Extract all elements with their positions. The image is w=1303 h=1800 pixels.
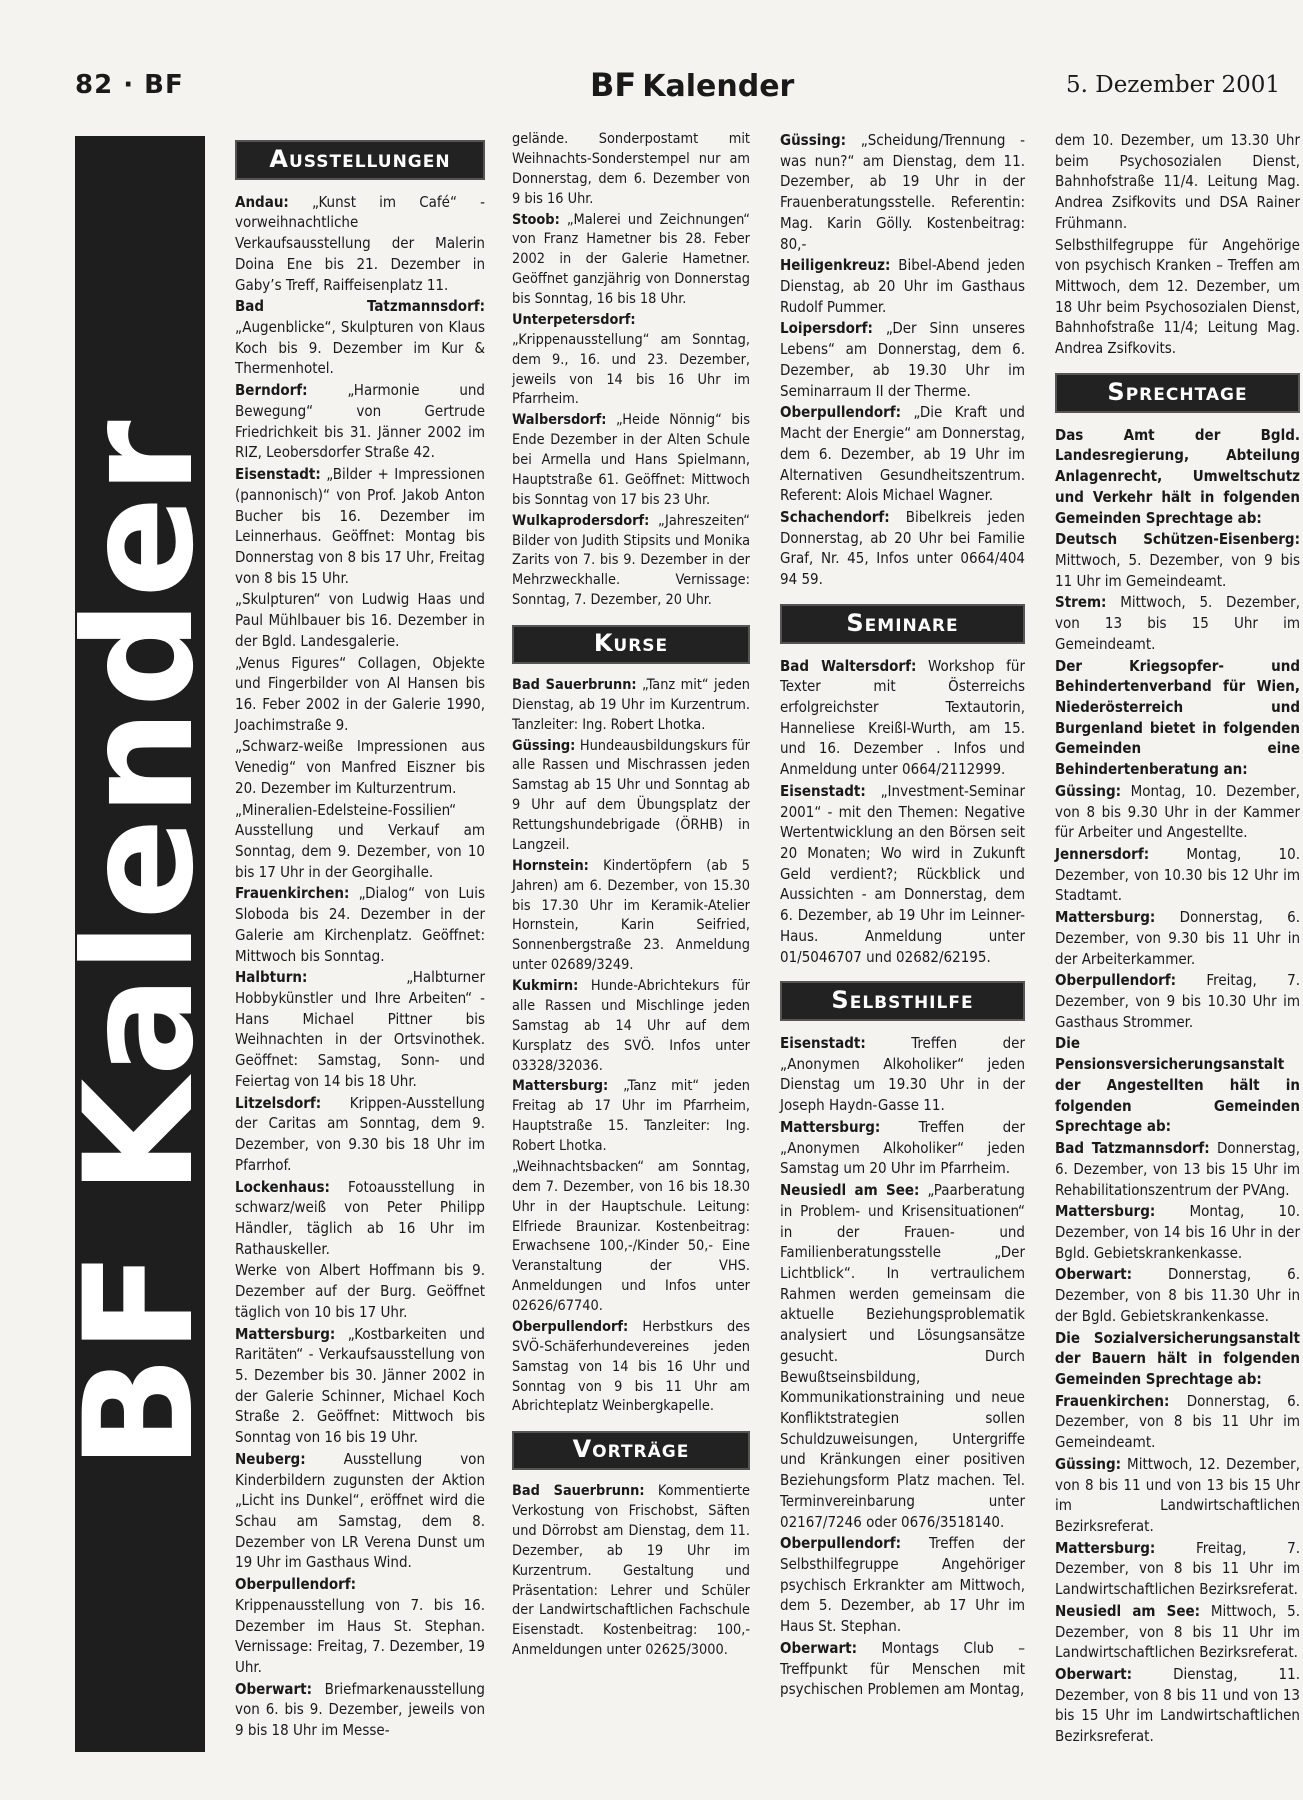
calendar-entry <box>1055 1264 1300 1326</box>
entry-place: Oberpullendorf: <box>235 1575 357 1594</box>
entry-text: Briefmarkenausstellung von 6. bis 9. Dezember, jeweils von 9 bis 18 Uhr im Messe- <box>235 1679 485 1740</box>
section-heading: Selbsthilfe <box>780 981 1025 1021</box>
entry-place: Die Sozialversicherungsanstalt der Bauern hält in folgenden Gemeinden Sprechtage ab: <box>1055 1328 1300 1388</box>
entry-place: Frauenkirchen: <box>1055 1391 1170 1410</box>
entry-text: „Paarberatung in Problem- und Krisensituationen“ in der Frauen- und Familienberatungsstelle „Der Lichtblick“. In vertraulichem Rahmen werden gemeinsam die aktuelle Beziehungsproblematik analysiert und Lösungsansätze gesucht. Durch Bewußtseinsbildung, Kommunikationstraining und neue Konfliktstrategien sollen Schuldzuweisungen, Untergriffe und Kränkungen einer positiven Beziehungsform Platz machen. Tel. Terminvereinbarung unter 02167/7246 oder 0676/3518140. <box>780 1181 1025 1531</box>
entry-text: „Jahreszeiten“ Bilder von Judith Stipsits und Monika Zarits von 7. bis 9. Dezember in der Mehrzweckhalle. Vernissage: Sonntag, 7. Dezember, 20 Uhr. <box>512 512 750 609</box>
entry-text: Montag, 10. Dezember, von 10.30 bis 12 Uhr im Stadtamt. <box>1055 845 1300 905</box>
entry-text: Bibelkreis jeden Donnerstag, ab 20 Uhr bei Familie Graf, Nr. 45, Infos unter 0664/404 94 59. <box>780 507 1025 589</box>
entry-text: „Venus Figures“ Collagen, Objekte und Fingerbilder von Al Hansen bis 16. Feber 2002 in der Galerie 1990, Joachimstraße 9. <box>235 653 485 734</box>
calendar-entry <box>512 977 750 1076</box>
calendar-entry <box>1055 130 1300 234</box>
entry-place: Bad Tatzmannsdorf: <box>235 297 485 316</box>
calendar-entry <box>1055 1664 1300 1747</box>
calendar-entry <box>235 296 485 379</box>
entry-text: Donnerstag, 6. Dezember, von 8 bis 11.30 Uhr in der Bgld. Gebietskrankenkasse. <box>1055 1265 1300 1325</box>
entry-place: Walbersdorf: <box>512 412 607 429</box>
entry-place: Oberwart: <box>780 1638 858 1657</box>
calendar-entry <box>512 1158 750 1317</box>
column-4 <box>1055 130 1300 1748</box>
calendar-entry <box>512 411 750 510</box>
entry-place: Strem: <box>1055 593 1107 612</box>
entry-text: „Der Sinn unseres Lebens“ am Donnerstag, dem 6. Dezember, ab 19.30 Uhr im Seminarraum II der Therme. <box>780 319 1025 400</box>
entry-place: Andau: <box>235 192 289 211</box>
entry-place: Oberwart: <box>1055 1265 1133 1284</box>
entry-text: Donnerstag, 6. Dezember, von 13 bis 15 Uhr im Rehabilitationszentrum der PVAng. <box>1055 1139 1300 1199</box>
calendar-entry <box>780 130 1025 254</box>
calendar-entry <box>235 736 485 798</box>
entry-text: „Tanz mit“ jeden Dienstag, ab 19 Uhr im Kurzentrum. Tanzleiter: Ing. Robert Lhotka. <box>512 676 750 733</box>
entry-place: Bad Waltersdorf: <box>780 656 917 675</box>
entry-place: Oberpullendorf: <box>780 1534 902 1553</box>
calendar-entry <box>1055 844 1300 906</box>
calendar-entry <box>780 318 1025 401</box>
sidebar-banner-text: BF Kalender <box>53 418 227 1470</box>
entry-place: Mattersburg: <box>512 1078 609 1095</box>
calendar-entry <box>780 656 1025 780</box>
entry-text: Herbstkurs des SVÖ-Schäferhundevereines jeden Samstag von 14 bis 16 Uhr und Sonntag von 9 bis 11 Uhr am Abrichteplatz Weinbergkapelle. <box>512 1318 750 1415</box>
calendar-entry <box>235 192 485 296</box>
calendar-entry <box>235 1324 485 1448</box>
entry-text: Donnerstag, 6. Dezember, von 9.30 bis 11 Uhr in der Arbeiterkammer. <box>1055 908 1300 968</box>
calendar-entry <box>512 512 750 611</box>
entry-text: „Kostbarkeiten und Raritäten“ - Verkaufsausstellung von 5. Dezember bis 30. Jänner 2002 in der Galerie Schinner, Michael Koch Straße 2. Geöffnet: Mittwoch bis Sonntag von 16 bis 19 Uhr. <box>235 1324 485 1447</box>
entry-place: Loipersdorf: <box>780 319 873 338</box>
entry-place: Mattersburg: <box>1055 908 1156 927</box>
calendar-entry <box>780 781 1025 967</box>
entry-place: Eisenstadt: <box>780 1034 866 1053</box>
entry-text: „Dialog“ von Luis Sloboda bis 24. Dezember in der Galerie am Kirchenplatz. Geöffnet: Mittwoch bis Sonntag. <box>235 884 485 965</box>
entry-place: Schachendorf: <box>780 507 890 526</box>
entry-text: Mittwoch, 12. Dezember, von 8 bis 11 und von 13 bis 15 Uhr im Landwirtschaftlichen Bezirksreferat. <box>1055 1454 1300 1535</box>
calendar-entry <box>512 676 750 736</box>
sidebar-banner <box>53 136 227 1752</box>
entry-place: Mattersburg: <box>780 1117 881 1136</box>
entry-text: Dienstag, 11. Dezember, von 8 bis 11 und von 13 bis 15 Uhr im Landwirtschaftlichen Bezirksreferat. <box>1055 1665 1300 1746</box>
entry-place: Eisenstadt: <box>235 465 321 484</box>
entry-place: Güssing: <box>1055 781 1122 800</box>
entry-place: Oberpullendorf: <box>780 403 902 422</box>
entry-text: Montag, 10. Dezember, von 14 bis 16 Uhr in der Bgld. Gebietskrankenkasse. <box>1055 1202 1300 1262</box>
page-title <box>590 66 794 104</box>
entry-text: „Skulpturen“ von Ludwig Haas und Paul Mühlbauer bis 16. Dezember in der Bgld. Landesgalerie. <box>235 590 485 650</box>
brand-logo: BF <box>590 66 637 104</box>
entry-place: Stoob: <box>512 211 560 228</box>
entry-place: Wulkaprodersdorf: <box>512 512 650 529</box>
entry-text: Hunde-Abrichtekurs für alle Rassen und Mischlinge jeden Samstag ab 14 Uhr auf dem Kursplatz des SVÖ. Infos unter 03328/32036. <box>512 978 750 1074</box>
section-heading: Kurse <box>512 625 750 664</box>
entry-text: Werke von Albert Hoffmann bis 9. Dezember auf der Burg. Geöffnet täglich von 10 bis 17 Uhr. <box>235 1261 485 1321</box>
entry-text: „Augenblicke“, Skulpturen von Klaus Koch bis 9. Dezember im Kur & Thermenhotel. <box>235 318 485 378</box>
entry-place: Berndorf: <box>235 381 308 400</box>
calendar-entry <box>235 800 485 883</box>
calendar-entry <box>512 1482 750 1661</box>
entry-place: Litzelsdorf: <box>235 1093 322 1112</box>
entry-text: Treffen der Selbsthilfegruppe Angehöriger psychisch Erkrankter am Mittwoch, dem 5. Dezember, ab 17 Uhr im Haus St. Stephan. <box>780 1534 1025 1636</box>
entry-place: Hornstein: <box>512 857 589 874</box>
calendar-entry <box>780 402 1025 506</box>
entry-place: Neuberg: <box>235 1449 306 1468</box>
column-1 <box>235 140 485 1742</box>
entry-place: Oberpullendorf: <box>512 1318 629 1335</box>
entry-text: „Weihnachtsbacken“ am Sonntag, dem 7. Dezember, von 16 bis 18.30 Uhr in der Hauptschule. Leitung: Elfriede Braunizar. Kostenbeitrag: Erwachsene 100,-/Kinder 50,- Eine Veranstaltung der VHS. Anmeldungen und Infos unter 02626/67740. <box>512 1158 750 1314</box>
entry-text: „Schwarz-weiße Impressionen aus Venedig“ von Manfred Eiszner bis 20. Dezember im Kulturzentrum. <box>235 737 485 797</box>
calendar-entry <box>780 255 1025 317</box>
calendar-entry <box>235 1093 485 1176</box>
calendar-entry <box>235 653 485 736</box>
entry-text: Hundeausbildungskurs für alle Rassen und Mischrassen jeden Samstag ab 15 Uhr und Sonntag ab 9 Uhr auf dem Übungsplatz der Rettungshundebrigade (ÖRHB) in Langzeil. <box>512 737 750 853</box>
calendar-entry <box>235 380 485 463</box>
entry-text: „Tanz mit“ jeden Freitag ab 17 Uhr im Pfarrheim, Hauptstraße 15. Tanzleiter: Ing. Robert Lhotka. <box>512 1078 750 1154</box>
entry-place: Der Kriegsopfer- und Behindertenverband für Wien, Niederösterreich und Burgenland bietet in folgenden Gemeinden eine Behindertenberatung an: <box>1055 656 1300 779</box>
calendar-entry <box>780 1033 1025 1116</box>
entry-text: „Malerei und Zeichnungen“ von Franz Hametner bis 28. Feber 2002 in der Galerie Hametner. Geöffnet ganzjährig von Donnerstag bis Sonntag, 16 bis 18 Uhr. <box>512 211 750 307</box>
section-heading: Sprechtage <box>1055 373 1300 413</box>
entry-text: „Mineralien-Edelsteine-Fossilien“ Ausstellung und Verkauf am Sonntag, dem 9. Dezember, von 10 bis 17 Uhr in der Georgihalle. <box>235 800 485 881</box>
calendar-entry <box>1055 1538 1300 1600</box>
entry-place: Kukmirn: <box>512 978 579 994</box>
entry-place: Heiligenkreuz: <box>780 256 891 275</box>
entry-place: Eisenstadt: <box>780 781 866 800</box>
entry-text: dem 10. Dezember, um 13.30 Uhr beim Psychosozialen Dienst, Bahnhofstraße 11/4. Leitung Mag. Andrea Zsifkovits und DSA Rainer Frühmann. <box>1055 131 1300 232</box>
calendar-entry <box>1055 235 1300 359</box>
entry-place: Das Amt der Bgld. Landesregierung, Abteilung Anlagenrecht, Umweltschutz und Verkehr hält in folgenden Gemeinden Sprechtage ab: <box>1055 425 1300 527</box>
section-title: Kalender <box>642 69 795 104</box>
calendar-entry <box>512 1318 750 1417</box>
entry-text: Krippenausstellung von 7. bis 16. Dezember im Haus St. Stephan. Vernissage: Freitag, 7. Dezember, 19 Uhr. <box>235 1595 485 1677</box>
entry-text: Kindertöpfern (ab 5 Jahren) am 6. Dezember, von 15.30 bis 17.30 Uhr im Keramik-Atelier Hornstein, Karin Seifried, Sonnenbergstraße 23. Anmeldung unter 02689/3249. <box>512 857 750 974</box>
entry-text: Fotoausstellung in schwarz/weiß von Peter Philipp Händler, täglich ab 16 Uhr im Rathauskeller. <box>235 1177 485 1258</box>
calendar-entry <box>235 1679 485 1741</box>
calendar-entry <box>1055 425 1300 529</box>
entry-text: Montags Club – Treffpunkt für Menschen mit psychischen Problemen am Montag, <box>780 1638 1025 1699</box>
entry-place: Bad Sauerbrunn: <box>512 1483 645 1500</box>
entry-text: „Die Kraft und Macht der Energie“ am Donnerstag, dem 6. Dezember, ab 19 Uhr im Alternativen Gesundheitszentrum. Referent: Alois Michael Wagner. <box>780 403 1025 505</box>
entry-place: Neusiedl am See: <box>780 1181 920 1200</box>
calendar-entry <box>1055 1033 1300 1137</box>
entry-text: Kommentierte Verkostung von Frischobst, Säften und Dörrobst am Dienstag, dem 11. Dezember, ab 19 Uhr im Kurzentrum. Gestaltung und Präsentation: Lehrer und Schüler der Landwirtschaftlichen Fachschule Eisenstadt. Kostenbeitrag: 100,- Anmeldungen unter 02625/3000. <box>512 1483 751 1659</box>
entry-place: Neusiedl am See: <box>1055 1601 1201 1620</box>
calendar-entry <box>1055 1328 1300 1390</box>
calendar-entry <box>780 1117 1025 1179</box>
entry-place: Mattersburg: <box>235 1324 336 1343</box>
entry-place: Halbturn: <box>235 968 308 987</box>
entry-text: Montag, 10. Dezember, von 8 bis 9.30 Uhr in der Kammer für Arbeiter und Angestellte. <box>1055 781 1300 842</box>
calendar-entry <box>1055 656 1300 780</box>
calendar-entry <box>780 1638 1025 1700</box>
calendar-entry <box>235 1260 485 1322</box>
entry-text: Workshop für Texter mit Österreichs erfolgreichster Textautorin, Hanneliese Kreißl-Wurth, am 15. und 16. Dezember . Infos und Anmeldung unter 0664/2112999. <box>780 656 1026 779</box>
entry-place: Mattersburg: <box>1055 1202 1156 1221</box>
calendar-entry <box>512 857 750 976</box>
entry-text: „Heide Nönnig“ bis Ende Dezember in der Alten Schule bei Armella und Hans Spielmann, Hauptstraße 61. Geöffnet: Mittwoch bis Sonntag von 17 bis 23 Uhr. <box>512 412 750 508</box>
entry-text: Mittwoch, 5. Dezember, von 8 bis 11 Uhr im Landwirtschaftlichen Bezirksreferat. <box>1055 1601 1300 1662</box>
entry-text: Bibel-Abend jeden Dienstag, ab 20 Uhr im Gasthaus Rudolf Pummer. <box>780 256 1025 316</box>
entry-place: Oberpullendorf: <box>1055 971 1177 990</box>
entry-text: Mittwoch, 5. Dezember, von 13 bis 15 Uhr im Gemeindeamt. <box>1055 593 1300 653</box>
entry-place: Güssing: <box>512 737 576 754</box>
column-3 <box>780 130 1025 1701</box>
entry-text: Treffen der „Anonymen Alkoholiker“ jeden Dienstag um 19.30 Uhr in der Joseph Haydn-Gasse 11. <box>780 1034 1025 1115</box>
calendar-entry <box>1055 529 1300 591</box>
calendar-entry <box>512 737 750 856</box>
calendar-entry <box>1055 592 1300 654</box>
calendar-entry <box>235 1177 485 1260</box>
entry-place: Bad Tatzmannsdorf: <box>1055 1139 1210 1158</box>
calendar-entry <box>235 464 485 588</box>
section-heading: Vorträge <box>512 1431 750 1470</box>
entry-place: Bad Sauerbrunn: <box>512 676 637 693</box>
entry-place: Oberwart: <box>1055 1665 1133 1684</box>
entry-place: Deutsch Schützen-Eisenberg: <box>1055 530 1300 549</box>
calendar-entry <box>1055 1601 1300 1663</box>
calendar-entry <box>1055 1391 1300 1453</box>
entry-text: Freitag, 7. Dezember, von 8 bis 11 Uhr im Landwirtschaftlichen Bezirksreferat. <box>1055 1538 1300 1599</box>
entry-place: Jennersdorf: <box>1055 845 1150 863</box>
section-heading: Ausstellungen <box>235 140 485 180</box>
entry-text: Mittwoch, 5. Dezember, von 9 bis 11 Uhr im Gemeindeamt. <box>1055 550 1300 590</box>
calendar-entry <box>1055 907 1300 969</box>
calendar-entry <box>780 507 1025 590</box>
calendar-entry <box>1055 1138 1300 1200</box>
entry-place: Güssing: <box>1055 1454 1122 1473</box>
calendar-entry <box>1055 970 1300 1032</box>
entry-text: Treffen der „Anonymen Alkoholiker“ jeden Samstag um 20 Uhr im Pfarrheim. <box>780 1117 1025 1178</box>
calendar-entry <box>235 1449 485 1573</box>
entry-place: Unterpetersdorf: <box>512 311 636 328</box>
entry-text: Krippen-Ausstellung der Caritas am Sonntag, dem 9. Dezember, von 9.30 bis 18 Uhr im Pfarrhof. <box>235 1093 485 1174</box>
issue-date: 5. Dezember 2001 <box>1066 72 1281 98</box>
entry-text: „Bilder + Impressionen (pannonisch)“ von Prof. Jakob Anton Bucher bis 16. Dezember im Leinnerhaus. Geöffnet: Montag bis Donnerstag von 8 bis 17 Uhr, Freitag von 8 bis 15 Uhr. <box>235 465 485 587</box>
entry-text: „Harmonie und Bewegung“ von Gertrude Friedrichkeit bis 31. Jänner 2002 im RIZ, Leobersdorfer Straße 42. <box>235 381 485 462</box>
entry-text: „Investment-Seminar 2001“ - mit den Themen: Negative Wertentwicklung an den Börsen seit 20 Monaten; Wo wird in Zukunft Geld verdient?; Rückblick und Aussichten - am Donnerstag, dem 6. Dezember, ab 19 Uhr im Leinner-Haus. Anmeldung unter 01/5046707 und 02682/62195. <box>780 781 1025 966</box>
entry-text: „Krippenausstellung“ am Sonntag, dem 9., 16. und 23. Dezember, jeweils von 14 bis 16 Uhr im Pfarrheim. <box>512 331 750 408</box>
calendar-entry <box>1055 1201 1300 1263</box>
calendar-entry <box>512 130 750 210</box>
entry-place: Oberwart: <box>235 1679 313 1698</box>
entry-text: Donnerstag, 6. Dezember, von 8 bis 11 Uhr im Gemeindeamt. <box>1055 1391 1300 1452</box>
calendar-entry <box>235 1574 485 1678</box>
entry-text: Ausstellung von Kinderbildern zugunsten der Aktion „Licht ins Dunkel“, eröffnet wird die Schau am Samstag, dem 8. Dezember von LR Verena Dunst um 19 Uhr im Gasthaus Wind. <box>235 1449 485 1572</box>
entry-text: Selbsthilfegruppe für Angehörige von psychisch Kranken – Treffen am Mittwoch, dem 12. Dezember, um 18 Uhr beim Psychosozialen Dienst, Bahnhofstraße 11/4; Leitung Mag. Andrea Zsifkovits. <box>1055 235 1300 358</box>
entry-text: gelände. Sonderpostamt mit Weihnachts-Sonderstempel nur am Donnerstag, dem 6. Dezember von 9 bis 16 Uhr. <box>512 131 750 207</box>
calendar-entry <box>512 211 750 310</box>
calendar-entry <box>1055 1454 1300 1537</box>
entry-text: „Kunst im Café“ - vorweihnachtliche Verkaufsausstellung der Malerin Doina Ene bis 21. Dezember in Gaby’s Treff, Raiffeisenplatz 11. <box>235 192 485 294</box>
calendar-entry <box>235 883 485 966</box>
calendar-entry <box>235 589 485 651</box>
calendar-entry <box>512 1077 750 1157</box>
calendar-entry <box>235 967 485 1091</box>
entry-place: Die Pensionsversicherungsanstalt der Angestellten hält in folgenden Gemeinden Sprechtage ab: <box>1055 1034 1300 1136</box>
entry-text: Freitag, 7. Dezember, von 9 bis 10.30 Uhr im Gasthaus Strommer. <box>1055 971 1300 1031</box>
entry-text: „Halbturner Hobbykünstler und Ihre Arbeiten“ - Hans Michael Pittner bis Weihnachten in der Ortsvinothek. Geöffnet: Samstag, Sonn- und Feiertag von 14 bis 18 Uhr. <box>235 968 485 1090</box>
entry-place: Güssing: <box>780 131 847 149</box>
page-number-label: 82 · BF <box>75 70 184 100</box>
entry-place: Lockenhaus: <box>235 1177 330 1196</box>
calendar-entry <box>1055 781 1300 843</box>
calendar-entry <box>512 311 750 410</box>
section-heading: Seminare <box>780 604 1025 644</box>
column-2 <box>512 130 750 1662</box>
entry-text: „Scheidung/Trennung - was nun?“ am Dienstag, dem 11. Dezember, ab 19 Uhr in der Frauenberatungsstelle. Referentin: Mag. Karin Gölly. Kostenbeitrag: 80,- <box>780 131 1025 253</box>
calendar-entry <box>780 1180 1025 1532</box>
entry-place: Frauenkirchen: <box>235 884 350 903</box>
calendar-entry <box>780 1533 1025 1637</box>
entry-place: Mattersburg: <box>1055 1538 1156 1557</box>
page-header <box>0 0 1303 120</box>
